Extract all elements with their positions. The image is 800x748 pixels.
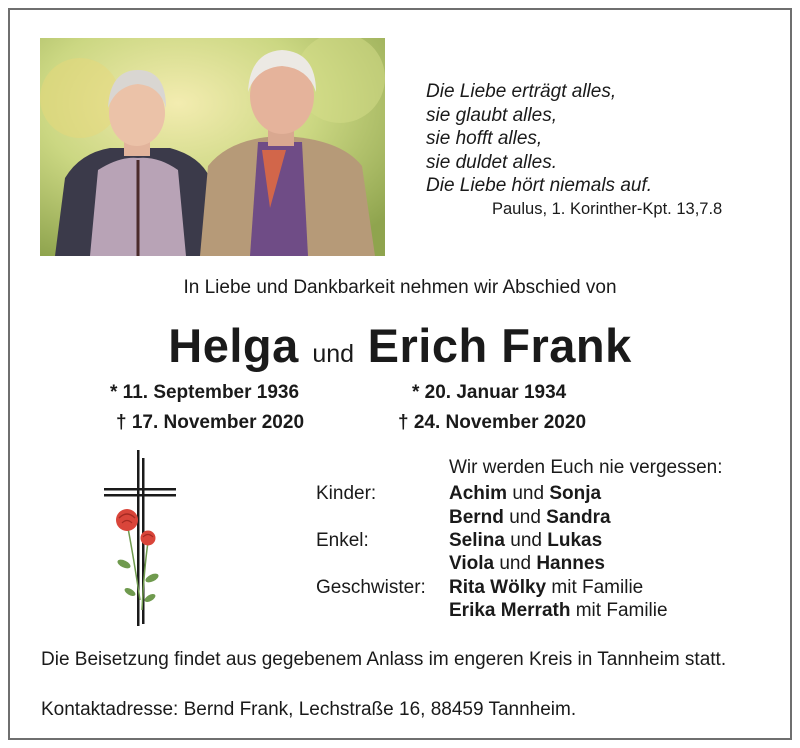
verse-reference: Paulus, 1. Korinther-Kpt. 13,7.8 <box>492 200 723 218</box>
mourner-name: Sonja <box>549 483 602 504</box>
mourner-connector: und <box>512 483 545 504</box>
mourner-connector: mit Familie <box>551 577 644 598</box>
verse-line: Die Liebe hört niemals auf. <box>426 175 653 196</box>
mourner-name: Lukas <box>547 530 603 551</box>
mourner-row <box>449 577 643 599</box>
names-connector: und <box>312 340 355 368</box>
verse-line: Die Liebe erträgt alles, <box>426 81 617 102</box>
mourner-row <box>449 600 668 622</box>
verse-line: sie glaubt alles, <box>426 104 557 126</box>
contact-address: Kontaktadresse: Bernd Frank, Lechstraße 16, 88459 Tannheim. <box>41 699 577 720</box>
verse-line: sie hofft alles, <box>426 128 543 149</box>
mourner-name: Viola <box>449 553 495 574</box>
cross-with-roses-icon <box>100 450 180 630</box>
mourner-connector: und <box>499 553 532 574</box>
mourner-name: Achim <box>449 483 508 504</box>
mourner-row <box>449 553 605 575</box>
mourner-name: Selina <box>449 530 505 551</box>
mourner-name: Hannes <box>536 553 605 574</box>
motto: Wir werden Euch nie vergessen: <box>449 457 723 478</box>
mourner-connector: mit Familie <box>575 600 668 621</box>
mourner-row <box>449 483 601 505</box>
burial-notice: Die Beisetzung findet aus gegebenem Anlass im engeren Kreis in Tannheim statt. <box>41 649 727 670</box>
deceased-names <box>0 318 800 373</box>
erich-birth-date: * 20. Januar 1934 <box>412 382 567 403</box>
mourner-name: Bernd <box>449 507 504 528</box>
mourner-row <box>449 530 602 552</box>
mourner-name: Rita Wölky <box>449 577 547 598</box>
kinder-label: Kinder: <box>316 483 377 504</box>
verse-line: sie duldet alles. <box>426 151 557 173</box>
mourner-name: Sandra <box>546 507 611 528</box>
mourner-connector: und <box>509 507 541 528</box>
geschwister-label: Geschwister: <box>316 577 426 598</box>
helga-death-date: † 17. November 2020 <box>116 412 305 433</box>
couple-photo-illustration <box>40 38 385 256</box>
bible-verse <box>426 80 766 198</box>
mourner-connector: und <box>510 530 542 551</box>
name-helga: Helga <box>168 319 299 372</box>
name-erich-frank: Erich Frank <box>367 319 632 372</box>
couple-photo <box>40 38 385 256</box>
erich-death-date: † 24. November 2020 <box>398 412 587 433</box>
mourner-row <box>449 507 611 529</box>
intro-text: In Liebe und Dankbarkeit nehmen wir Abschied von <box>183 277 617 298</box>
enkel-label: Enkel: <box>316 530 369 551</box>
helga-birth-date: * 11. September 1936 <box>110 382 300 403</box>
mourner-name: Erika Merrath <box>449 600 571 621</box>
